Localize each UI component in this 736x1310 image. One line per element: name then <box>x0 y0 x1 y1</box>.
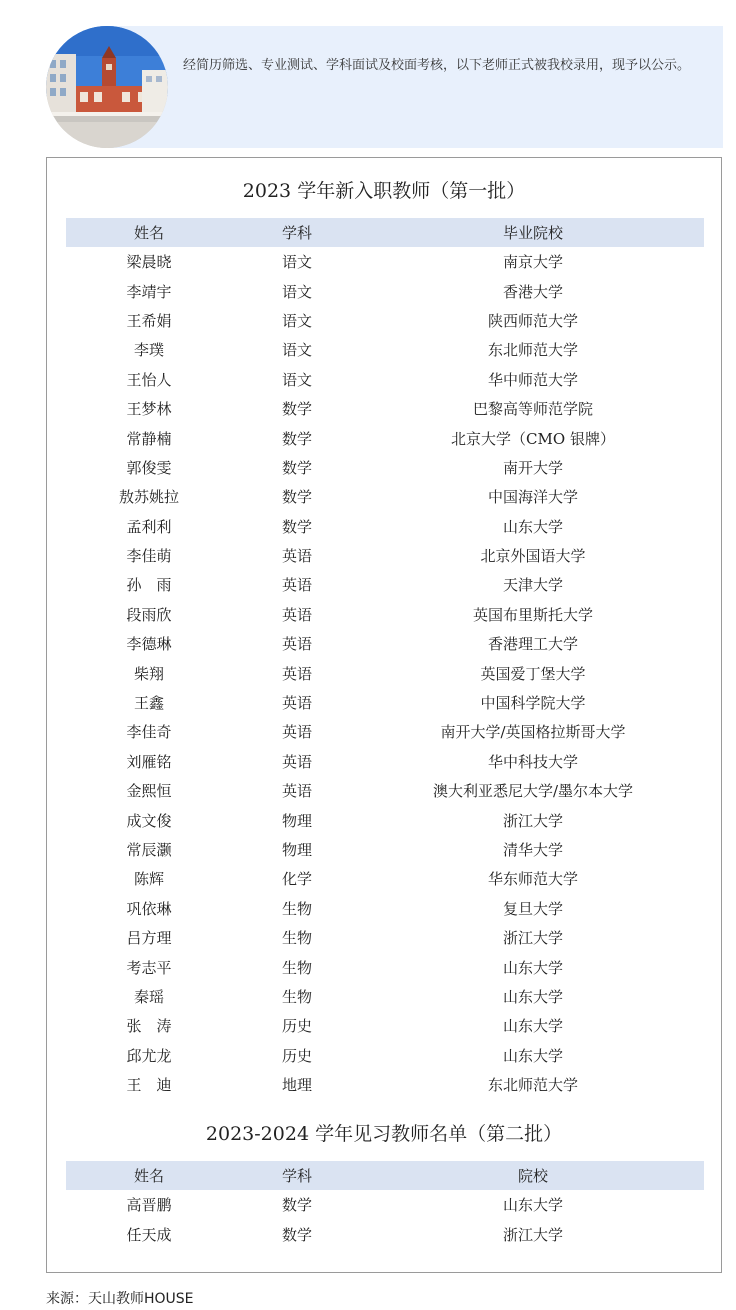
trainee-teachers-table <box>66 1161 704 1249</box>
cell-name: 段雨欣 <box>126 605 172 624</box>
school-building-avatar <box>46 26 168 148</box>
cell-school: 巴黎高等师范学院 <box>472 400 593 419</box>
cell-school: 浙江大学 <box>502 929 563 948</box>
header-name: 姓名 <box>66 218 232 247</box>
table-row <box>66 658 704 687</box>
cell-subject: 数学 <box>281 458 312 477</box>
cell-subject: 数学 <box>281 1225 312 1244</box>
cell-name: 李德琳 <box>126 635 172 654</box>
cell-name: 王 迪 <box>126 1076 172 1095</box>
cell-name: 李靖宇 <box>126 282 172 301</box>
cell-subject: 地理 <box>281 1076 312 1095</box>
cell-subject: 英语 <box>281 547 312 566</box>
table-row <box>66 1070 704 1099</box>
cell-school: 浙江大学 <box>502 1225 563 1244</box>
cell-school: 华中科技大学 <box>487 752 578 771</box>
cell-school: 东北师范大学 <box>487 341 578 360</box>
cell-school: 中国科学院大学 <box>480 694 586 713</box>
header-school: 毕业院校 <box>362 218 704 247</box>
table-row <box>66 394 704 423</box>
table-row <box>66 835 704 864</box>
header-name: 姓名 <box>66 1161 232 1190</box>
cell-subject: 英语 <box>281 664 312 683</box>
cell-subject: 语文 <box>281 282 312 301</box>
cell-subject: 数学 <box>281 488 312 507</box>
cell-school: 山东大学 <box>502 517 563 536</box>
cell-school: 天津大学 <box>502 576 563 595</box>
table-row <box>66 423 704 452</box>
cell-school: 山东大学 <box>502 1017 563 1036</box>
cell-name: 刘雁铭 <box>126 752 172 771</box>
cell-name: 郭俊雯 <box>126 458 172 477</box>
cell-name: 王希娟 <box>126 311 172 330</box>
table-row <box>66 335 704 364</box>
cell-subject: 生物 <box>281 958 312 977</box>
cell-name: 梁晨晓 <box>126 253 172 272</box>
cell-name: 李璞 <box>133 341 164 360</box>
cell-subject: 英语 <box>281 605 312 624</box>
table-row <box>66 864 704 893</box>
cell-name: 任天成 <box>126 1225 172 1244</box>
cell-subject: 英语 <box>281 576 312 595</box>
cell-name: 陈辉 <box>133 870 164 889</box>
cell-subject: 物理 <box>281 811 312 830</box>
cell-school: 复旦大学 <box>502 899 563 918</box>
table-row <box>66 1041 704 1070</box>
table-row <box>66 512 704 541</box>
cell-school: 北京大学（CMO 银牌） <box>451 429 615 448</box>
cell-subject: 数学 <box>281 429 312 448</box>
cell-subject: 语文 <box>281 341 312 360</box>
table-row <box>66 453 704 482</box>
table-row <box>66 1219 704 1248</box>
cell-name: 邱尤龙 <box>126 1046 172 1065</box>
cell-school: 澳大利亚悉尼大学/墨尔本大学 <box>432 782 634 801</box>
cell-name: 高晋鹏 <box>126 1196 172 1215</box>
table-row <box>66 894 704 923</box>
cell-subject: 英语 <box>281 752 312 771</box>
cell-school: 东北师范大学 <box>487 1076 578 1095</box>
cell-subject: 历史 <box>281 1046 312 1065</box>
cell-school: 华中师范大学 <box>487 370 578 389</box>
cell-name: 敖苏姚拉 <box>118 488 179 507</box>
cell-school: 陕西师范大学 <box>487 311 578 330</box>
table2-title: 2023-2024 学年见习教师名单（第二批） <box>205 1123 563 1145</box>
cell-name: 孟利利 <box>126 517 172 536</box>
new-teachers-table <box>66 218 704 1099</box>
school-building-image <box>46 26 168 148</box>
cell-subject: 英语 <box>281 782 312 801</box>
cell-name: 张 涛 <box>126 1017 172 1036</box>
table-row <box>66 1190 704 1219</box>
cell-school: 浙江大学 <box>502 811 563 830</box>
cell-name: 吕方理 <box>126 929 172 948</box>
cell-name: 孙 雨 <box>126 576 172 595</box>
table-row <box>66 776 704 805</box>
cell-name: 柴翔 <box>133 664 164 683</box>
cell-name: 王怡人 <box>126 370 172 389</box>
trainee-teachers-table-body <box>66 1190 704 1249</box>
cell-school: 香港理工大学 <box>487 635 578 654</box>
header-school: 院校 <box>362 1161 704 1190</box>
cell-school: 华东师范大学 <box>487 870 578 889</box>
cell-school: 南京大学 <box>502 253 563 272</box>
table-row <box>66 1011 704 1040</box>
table-row <box>66 747 704 776</box>
table-row <box>66 482 704 511</box>
table-header-row <box>66 1161 704 1190</box>
cell-school: 北京外国语大学 <box>480 547 586 566</box>
cell-subject: 物理 <box>281 841 312 859</box>
table-row <box>66 306 704 335</box>
cell-subject: 历史 <box>281 1017 312 1036</box>
cell-subject: 生物 <box>281 929 312 948</box>
cell-name: 李佳萌 <box>126 547 172 566</box>
header-banner <box>46 26 723 148</box>
cell-school: 英国爱丁堡大学 <box>480 664 586 683</box>
cell-name: 成文俊 <box>126 811 172 830</box>
cell-school: 清华大学 <box>502 841 563 859</box>
cell-school: 南开大学 <box>502 458 563 477</box>
cell-school: 中国海洋大学 <box>487 488 578 507</box>
table-row <box>66 247 704 276</box>
cell-subject: 语文 <box>281 311 312 330</box>
cell-subject: 语文 <box>281 253 312 272</box>
header-subject: 学科 <box>232 218 362 247</box>
new-teachers-table-body <box>66 247 704 1099</box>
cell-school: 南开大学/英国格拉斯哥大学 <box>440 723 626 742</box>
cell-name: 常辰灏 <box>126 841 172 859</box>
cell-subject: 生物 <box>281 987 312 1006</box>
header-background <box>102 26 723 148</box>
cell-subject: 英语 <box>281 635 312 654</box>
table-row <box>66 688 704 717</box>
table-row <box>66 600 704 629</box>
table1-title: 2023 学年新入职教师（第一批） <box>242 180 526 202</box>
table-row <box>66 923 704 952</box>
table-row <box>66 952 704 981</box>
cell-school: 山东大学 <box>502 1046 563 1065</box>
cell-school: 英国布里斯托大学 <box>472 605 593 624</box>
cell-name: 王鑫 <box>133 694 164 713</box>
cell-name: 巩依琳 <box>126 899 172 918</box>
source-note: 来源：天山教师HOUSE <box>46 1291 194 1307</box>
intro-text: 经简历筛选、专业测试、学科面试及校面考核，以下老师正式被我校录用，现予以公示。 <box>183 58 691 73</box>
cell-school: 山东大学 <box>502 1196 563 1215</box>
table-row <box>66 982 704 1011</box>
cell-subject: 生物 <box>281 899 312 918</box>
cell-school: 香港大学 <box>502 282 563 301</box>
cell-subject: 数学 <box>281 1196 312 1215</box>
header-subject: 学科 <box>232 1161 362 1190</box>
cell-name: 考志平 <box>126 958 172 977</box>
cell-name: 王梦林 <box>126 400 172 419</box>
cell-name: 秦瑶 <box>133 987 164 1006</box>
table-row <box>66 805 704 834</box>
cell-subject: 化学 <box>281 870 312 889</box>
table-row <box>66 570 704 599</box>
cell-name: 金熙恒 <box>126 782 172 801</box>
table-row <box>66 541 704 570</box>
cell-subject: 英语 <box>281 694 312 713</box>
table-row <box>66 276 704 305</box>
cell-name: 常静楠 <box>126 429 172 448</box>
table-row <box>66 717 704 746</box>
cell-school: 山东大学 <box>502 987 563 1006</box>
cell-subject: 数学 <box>281 400 312 419</box>
table-header-row <box>66 218 704 247</box>
announcement-document <box>46 157 722 1273</box>
table-row <box>66 629 704 658</box>
cell-name: 李佳奇 <box>126 723 172 742</box>
cell-school: 山东大学 <box>502 958 563 977</box>
cell-subject: 英语 <box>281 723 312 742</box>
table-row <box>66 365 704 394</box>
cell-subject: 数学 <box>281 517 312 536</box>
cell-subject: 语文 <box>281 370 312 389</box>
